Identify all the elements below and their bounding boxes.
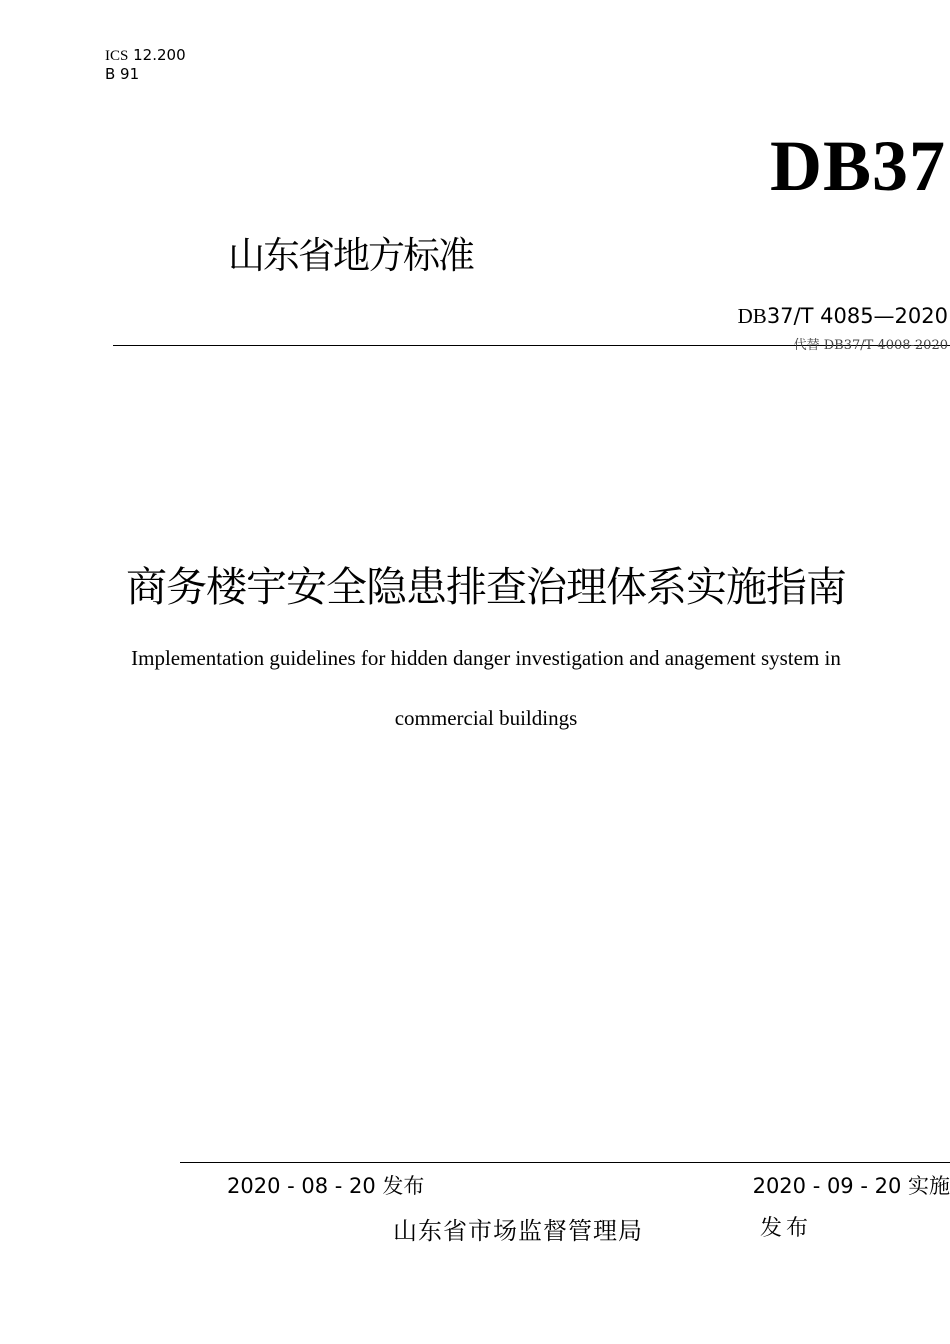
ics-number: 12.200 xyxy=(133,46,186,64)
replaces-note: 代替 DB37/T 4008-2020 xyxy=(793,338,948,353)
standard-prefix: DB xyxy=(737,304,767,328)
document-title-english-line1: Implementation guidelines for hidden danger investigation and anagement system in xyxy=(131,646,841,670)
publish-label: 发布 xyxy=(760,1216,813,1241)
standard-number xyxy=(738,302,948,330)
standard-type: 山东省地方标准 xyxy=(228,234,473,277)
standard-logo: DB37 xyxy=(769,126,946,206)
publish-date: 2020 - 08 - 20 发布 xyxy=(227,1174,425,1198)
document-title-chinese: 商务楼宇安全隐患排查治理体系实施指南 xyxy=(126,563,846,611)
standard-number-value: 37/T 4085—2020 xyxy=(766,304,948,328)
footer-divider xyxy=(180,1162,950,1163)
classification-code: B 91 xyxy=(105,65,140,83)
ics-code xyxy=(105,46,186,65)
document-title-english-line2: commercial buildings xyxy=(394,706,578,730)
publisher: 山东省市场监督管理局 xyxy=(393,1217,643,1245)
ics-label: ICS xyxy=(105,48,129,64)
implement-date: 2020 - 09 - 20 实施 xyxy=(752,1174,950,1198)
